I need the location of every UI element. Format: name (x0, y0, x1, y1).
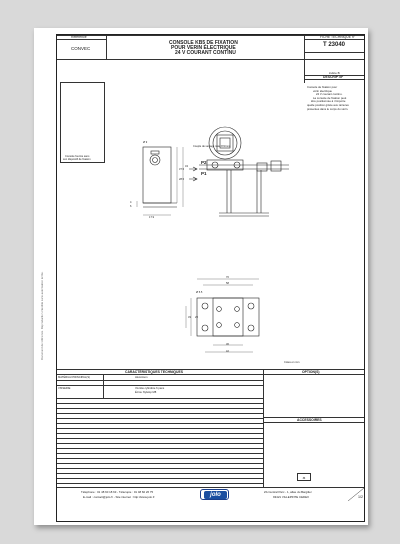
jolo-logo: jolo (200, 489, 229, 500)
title-line-1: CONSOLE KB5 DE FIXATION (169, 40, 238, 46)
dim-plan-hole: Ø 5.5 (196, 291, 203, 294)
dim-plan-70: 70 (226, 276, 229, 279)
footer-phone: Téléphone : 01 48 60 18 63 - Télécopie : 01 48 60 26 75 (81, 490, 154, 494)
sheet-label: FICHE TECHNIQUE n° (320, 35, 356, 39)
row-value-3: Écrou Nylstop M8 (135, 391, 157, 394)
units-note: Cotes en mm (284, 361, 300, 364)
reference-value: CONVEC (71, 46, 91, 51)
row-value-2: Vis tête cylindrée 6 pans (135, 387, 165, 390)
index: indice B (329, 71, 340, 75)
drawing-note: Couple de serrage maxi 8 N/mm (193, 145, 231, 148)
technical-drawing (107, 83, 303, 368)
row-label-2: VISSERIE (58, 387, 71, 390)
dim-plan-33: 33 (188, 316, 191, 319)
photo-box (60, 82, 105, 163)
photo-caption-2: son dispositif de fixation (63, 158, 91, 161)
footer-address-2: 93421 VILLEPINTE CEDEX (273, 495, 309, 499)
footer-email: E-mail : contact@jolo.fr - Site internet : http://www.jolo.fr (83, 495, 155, 499)
dim-side-1: 37.5 (179, 168, 185, 171)
row-value-1: Aluminium (135, 376, 148, 379)
dim-side-5: 6 (130, 205, 132, 208)
side-legal-text: Document de référence. Reproduction interdite sans autorisation écrite. (40, 271, 44, 360)
dim-plan-42: 42 (226, 350, 229, 353)
photo-caption-1: Console fournie sans (65, 155, 90, 158)
row-label-1: MATÉRIAU PRINCIPAL(S) (58, 376, 91, 379)
dim-side-3: 28.5 (179, 178, 185, 181)
dim-side-4: 4 (130, 201, 132, 204)
dim-plan-23: 23 (195, 316, 198, 319)
title-line-2: POUR VERIN ÉLECTRIQUE (171, 45, 236, 51)
title-line-3: 24 V COURANT CONTINU (175, 50, 236, 56)
qualibat-logo: ⚖ (297, 473, 311, 481)
label-p2: P2 (201, 160, 207, 165)
descriptif-text: Console de fixation pour vérin électrique 24 V courant continu. La console de fixation peut être positionnée à n'importe quelle position grâce aux rainures présentes dans le corps du vérin. (307, 85, 349, 111)
dim-side-6: 17.9 (149, 216, 155, 219)
dim-side-2: 43 (185, 165, 188, 168)
sheet-number: T 23040 (323, 42, 346, 48)
dim-side-dia: Ø 9 (143, 141, 148, 144)
footer-address-1: ZA Central Parc - 1, allée du Bargilier (264, 490, 312, 494)
page-number: 1/2 (348, 488, 364, 501)
accessoires-title: ACCESSOIRES (297, 418, 322, 422)
caract-title: CARACTÉRISTIQUES TECHNIQUES (125, 370, 184, 374)
technical-sheet-frame (56, 34, 365, 522)
options-title: OPTION(S) (302, 370, 320, 374)
dim-plan-58: 58 (226, 282, 229, 285)
label-p1: P1 (201, 171, 207, 176)
reference-label: Référence (71, 35, 87, 39)
descriptif-label: DESCRIPTIF (323, 75, 344, 79)
dim-plan-36: 36 (226, 343, 229, 346)
